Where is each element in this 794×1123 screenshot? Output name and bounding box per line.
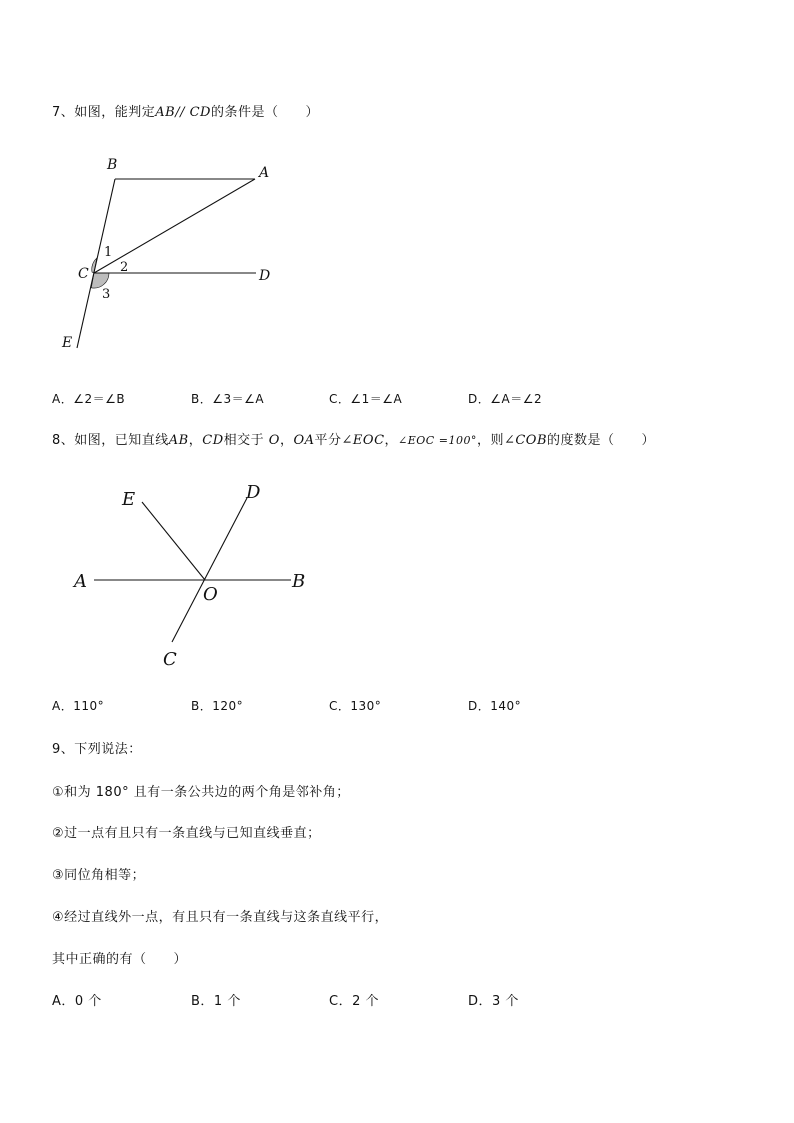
q8-o: O bbox=[268, 433, 280, 448]
q8-mid1: 相交于 bbox=[223, 433, 265, 448]
q8-line-cd bbox=[172, 498, 247, 642]
q9-question: 其中正确的有（ ） bbox=[52, 952, 188, 967]
q9-option-c[interactable]: C．2 个 bbox=[329, 994, 379, 1009]
q8-option-a[interactable]: A．110° bbox=[52, 699, 105, 713]
q8-cob: ∠COB bbox=[503, 433, 548, 448]
q7-angle-2: 2 bbox=[120, 260, 129, 275]
q7-math: AB// CD bbox=[155, 105, 211, 120]
q9-option-a[interactable]: A．0 个 bbox=[52, 994, 102, 1009]
q8-ab: AB bbox=[168, 433, 189, 448]
q9-option-b[interactable]: B．1 个 bbox=[191, 994, 241, 1009]
q8-option-b[interactable]: B．120° bbox=[191, 699, 244, 713]
q7-option-c[interactable]: C．∠1＝∠A bbox=[329, 392, 403, 406]
q8-sep2: ， bbox=[279, 433, 294, 448]
q8-eoc: ∠EOC bbox=[341, 433, 385, 448]
q8-condition: ∠EOC =100° bbox=[398, 434, 477, 447]
q7-label-b: B bbox=[107, 157, 118, 173]
q8-mid3: ，则 bbox=[476, 433, 504, 448]
q8-label-b: B bbox=[292, 571, 306, 592]
q8-sep1: ， bbox=[188, 433, 203, 448]
q8-prefix: 8、如图，已知直线 bbox=[52, 433, 169, 448]
q8-mid2: 平分 bbox=[314, 433, 342, 448]
q8-cd: CD bbox=[202, 433, 224, 448]
q8-suffix: 的度数是（ ） bbox=[547, 433, 656, 448]
q7-label-d: D bbox=[259, 268, 271, 284]
q8-label-c: C bbox=[163, 649, 177, 670]
q8-label-a: A bbox=[74, 571, 87, 592]
q7-segment-ca bbox=[94, 179, 255, 273]
q8-option-d[interactable]: D．140° bbox=[468, 699, 522, 713]
q7-label-c: C bbox=[78, 266, 89, 282]
q8-sep3: ， bbox=[384, 433, 399, 448]
q9-statement-4: ④经过直线外一点，有且只有一条直线与这条直线平行， bbox=[52, 910, 389, 925]
q7-label-e: E bbox=[62, 335, 73, 351]
q9-option-d[interactable]: D．3 个 bbox=[468, 994, 519, 1009]
q9-statement-3: ③同位角相等； bbox=[52, 868, 146, 883]
q8-label-e: E bbox=[122, 489, 136, 510]
q7-angle-mark-lower bbox=[91, 273, 109, 288]
q7-figure bbox=[0, 0, 794, 400]
q8-figure bbox=[0, 470, 794, 670]
q9-statement-2: ②过一点有且只有一条直线与已知直线垂直； bbox=[52, 826, 321, 841]
q8-oa: OA bbox=[293, 433, 315, 448]
q7-angle-3: 3 bbox=[102, 287, 111, 302]
q7-label-a: A bbox=[259, 165, 270, 181]
q8-ray-oe bbox=[142, 502, 205, 580]
q8-label-o: O bbox=[203, 584, 218, 605]
q7-angle-1: 1 bbox=[104, 245, 113, 260]
q8-stem bbox=[52, 429, 655, 448]
q7-suffix: 的条件是（ ） bbox=[210, 105, 319, 120]
q7-option-a[interactable]: A．∠2＝∠B bbox=[52, 392, 126, 406]
q7-option-b[interactable]: B．∠3＝∠A bbox=[191, 392, 265, 406]
q9-title: 9、下列说法： bbox=[52, 742, 142, 757]
q9-statement-1: ①和为 180° 且有一条公共边的两个角是邻补角； bbox=[52, 785, 350, 800]
q7-prefix: 7、如图，能判定 bbox=[52, 105, 156, 120]
q8-label-d: D bbox=[246, 482, 261, 503]
q7-option-d[interactable]: D．∠A＝∠2 bbox=[468, 392, 543, 406]
q8-option-c[interactable]: C．130° bbox=[329, 699, 382, 713]
